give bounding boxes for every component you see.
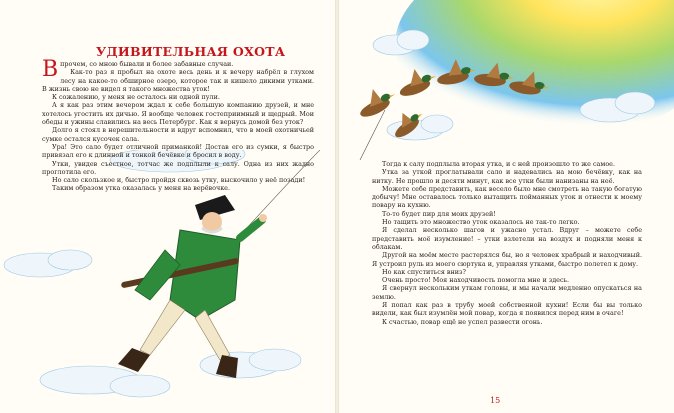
paragraph: Но тащить это множество уток оказалось не так-то легко. bbox=[382, 218, 580, 227]
left-text-column bbox=[42, 57, 314, 193]
right-text-column bbox=[372, 160, 642, 326]
baron-figure bbox=[118, 195, 267, 378]
paragraph: Впрочем, со мною бывали и более забавные случаи. bbox=[42, 57, 234, 82]
paragraph: К сожалению, у меня не осталось ни одной пули. bbox=[52, 93, 220, 102]
paragraph: К счастью, повар ещё не успел развести огонь. bbox=[382, 317, 543, 326]
paragraph: Таким образом утка оказалась у меня на верёвочке. bbox=[52, 184, 230, 193]
paragraph: Но сало скользкое и, быстро пройдя сквозь утку, выскочило у неё позади! bbox=[52, 176, 306, 185]
string-line-upper bbox=[360, 110, 385, 160]
page-title: УДИВИТЕЛЬНАЯ ОХОТА bbox=[96, 44, 286, 59]
paragraph: Но как спуститься вниз? bbox=[382, 267, 466, 276]
paragraph: То-то будет пир для моих друзей! bbox=[382, 209, 496, 218]
paragraph: Утка за уткой проглатывали сало и надевались на мою бечёвку, как на нитку. Не прошло и десяти минут, как все утки были нанизаны на неё. bbox=[372, 168, 642, 185]
duck-flock-illustration bbox=[355, 0, 674, 160]
paragraph: Очень просто! Моя находчивость помогла мне и здесь. bbox=[382, 276, 570, 285]
paragraph: Я сделал несколько шагов и ужасно устал. Вдруг – можете себе представить моё изумление! – утки взлетели на воздух и подняли меня к облакам. bbox=[372, 226, 642, 251]
paragraph: Другой на моём месте растерялся бы, но я человек храбрый и находчивый. Я устроил руль из моего сюртука и, управляя утками, быстро полетел к дому. bbox=[372, 251, 642, 268]
drop-cap: В bbox=[42, 57, 59, 82]
paragraph: А я как раз этим вечером ждал к себе большую компанию друзей, и мне хотелось угостить их дичью. Я вообще человек гостеприимный и щедрый. Мои обеды и ужины славились на весь Петербург. Как я вернусь домой без уток? bbox=[42, 101, 314, 127]
book-gutter bbox=[335, 0, 339, 413]
paragraph: Ура! Это сало будет отличной приманкой! Достав его из сумки, я быстро привязал его к длинной и тонкой бечёвке и бросил в воду. bbox=[42, 142, 314, 160]
paragraph: Я свернул нескольким уткам головы, и мы начали медленно опускаться на землю. bbox=[372, 284, 642, 301]
paragraph: Утки, увидев съестное, тотчас же подплыли к салу. Одна из них жадно проглотила его. bbox=[42, 159, 314, 176]
page-number: 15 bbox=[490, 396, 501, 405]
paragraph: Я попал как раз в трубу моей собственной кухни! Если бы вы только видели, как был изумлён мой повар, когда я появился перед ним в очаге! bbox=[372, 301, 642, 318]
paragraph: Долго я стоял в нерешительности и вдруг вспомнил, что в моей охотничьей сумке остался кусочек сала. bbox=[42, 126, 314, 143]
paragraph: Тогда к салу подплыла вторая утка, и с ней произошло то же самое. bbox=[382, 160, 615, 168]
paragraph: Как-то раз я пробыл на охоте весь день и к вечеру набрёл в глухом лесу на какое-то обширное озеро, которое так и кишело дикими утками. В жизнь свою не видел я такого множества уток! bbox=[42, 68, 314, 93]
paragraph: Можете себе представить, как весело было мне смотреть на такую богатую добычу! Мне оставалось только вытащить пойманных уток и отнести к моему повару на кухню. bbox=[372, 184, 642, 210]
